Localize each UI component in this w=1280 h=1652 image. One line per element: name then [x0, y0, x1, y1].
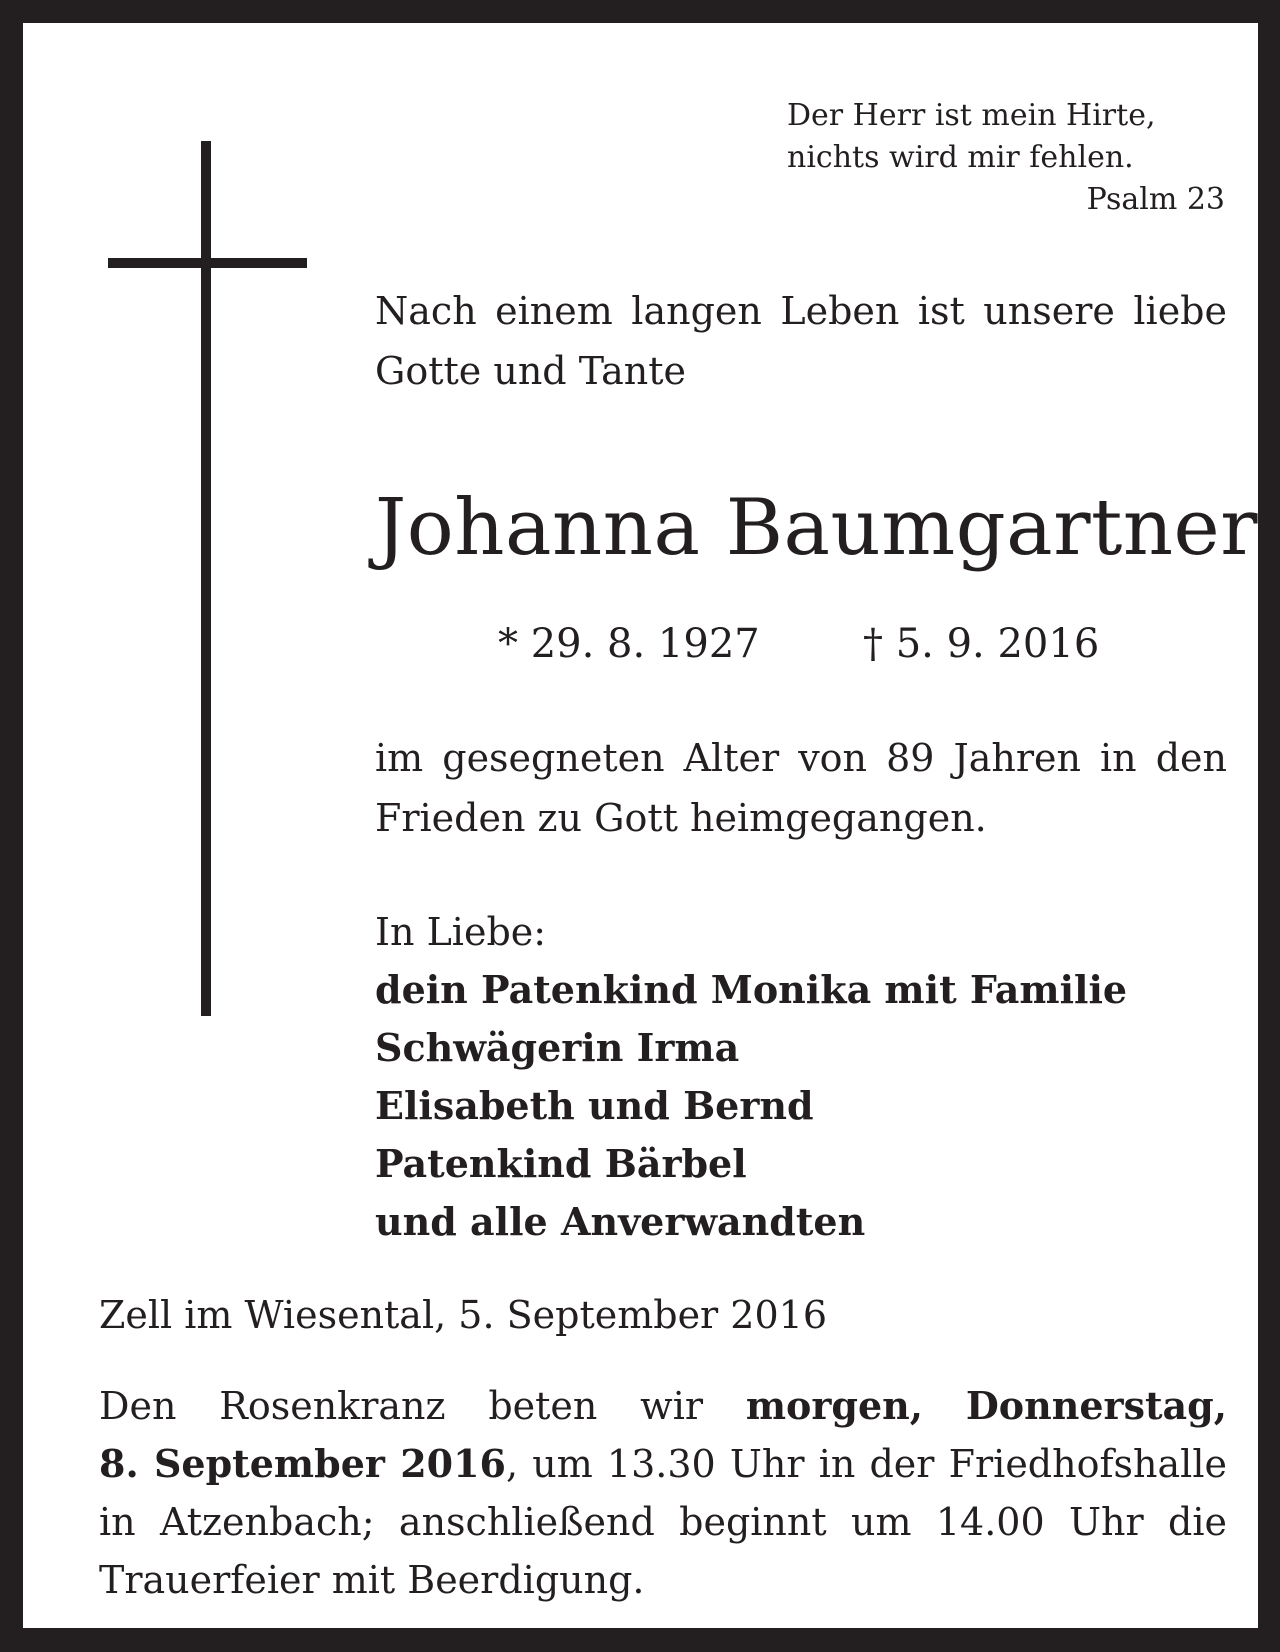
- service-word: Den: [99, 1384, 177, 1428]
- service-word: Rosenkranz: [219, 1384, 446, 1428]
- service-word-bold: morgen,: [745, 1383, 924, 1428]
- birth-date: * 29. 8. 1927: [498, 621, 760, 667]
- psalm-reference: Psalm 23: [1086, 182, 1225, 217]
- intro-line-1: Nach einem langen Leben ist unsere liebe: [375, 289, 1227, 333]
- service-date-bold: 8. September 2016: [99, 1441, 506, 1486]
- place-and-date: Zell im Wiesental, 5. September 2016: [99, 1293, 828, 1337]
- obituary-card: [23, 23, 1258, 1628]
- age-line-2: Frieden zu Gott heimgegangen.: [375, 796, 987, 840]
- cross-icon-crossbar: [108, 258, 307, 268]
- cross-icon: [201, 141, 211, 1016]
- psalm-quote: [787, 95, 1225, 221]
- mourner-name: dein Patenkind Monika mit Familie: [375, 967, 1128, 1012]
- mourner-name: Patenkind Bärbel: [375, 1141, 747, 1186]
- service-word-bold: Donnerstag,: [965, 1383, 1227, 1428]
- service-line-4: Trauerfeier mit Beerdigung.: [99, 1558, 645, 1602]
- mourner-name: Elisabeth und Bernd: [375, 1083, 814, 1128]
- service-word: beten: [488, 1384, 598, 1428]
- mourners-label: In Liebe:: [375, 910, 547, 954]
- mourner-name: und alle Anverwandten: [375, 1199, 866, 1244]
- intro-text: [375, 281, 1227, 401]
- service-announcement: [99, 1377, 1227, 1609]
- deceased-name: Johanna Baumgartner: [375, 483, 1259, 573]
- age-text: [375, 728, 1227, 848]
- mourners-list: [375, 903, 1227, 1251]
- service-time-location: , um 13.30 Uhr in der Friedhofshalle: [505, 1442, 1227, 1486]
- psalm-line-1: Der Herr ist mein Hirte,: [787, 98, 1156, 133]
- mourner-name: Schwägerin Irma: [375, 1025, 740, 1070]
- death-date: † 5. 9. 2016: [863, 621, 1100, 667]
- service-word: wir: [640, 1384, 704, 1428]
- service-line-2: [99, 1435, 1227, 1493]
- service-line-3: in Atzenbach; anschließend beginnt um 14.00 Uhr die: [99, 1500, 1227, 1544]
- intro-line-2: Gotte und Tante: [375, 349, 686, 393]
- age-line-1: im gesegneten Alter von 89 Jahren in den: [375, 736, 1227, 780]
- psalm-line-2: nichts wird mir fehlen.: [787, 140, 1134, 175]
- service-line-1: [99, 1377, 1227, 1435]
